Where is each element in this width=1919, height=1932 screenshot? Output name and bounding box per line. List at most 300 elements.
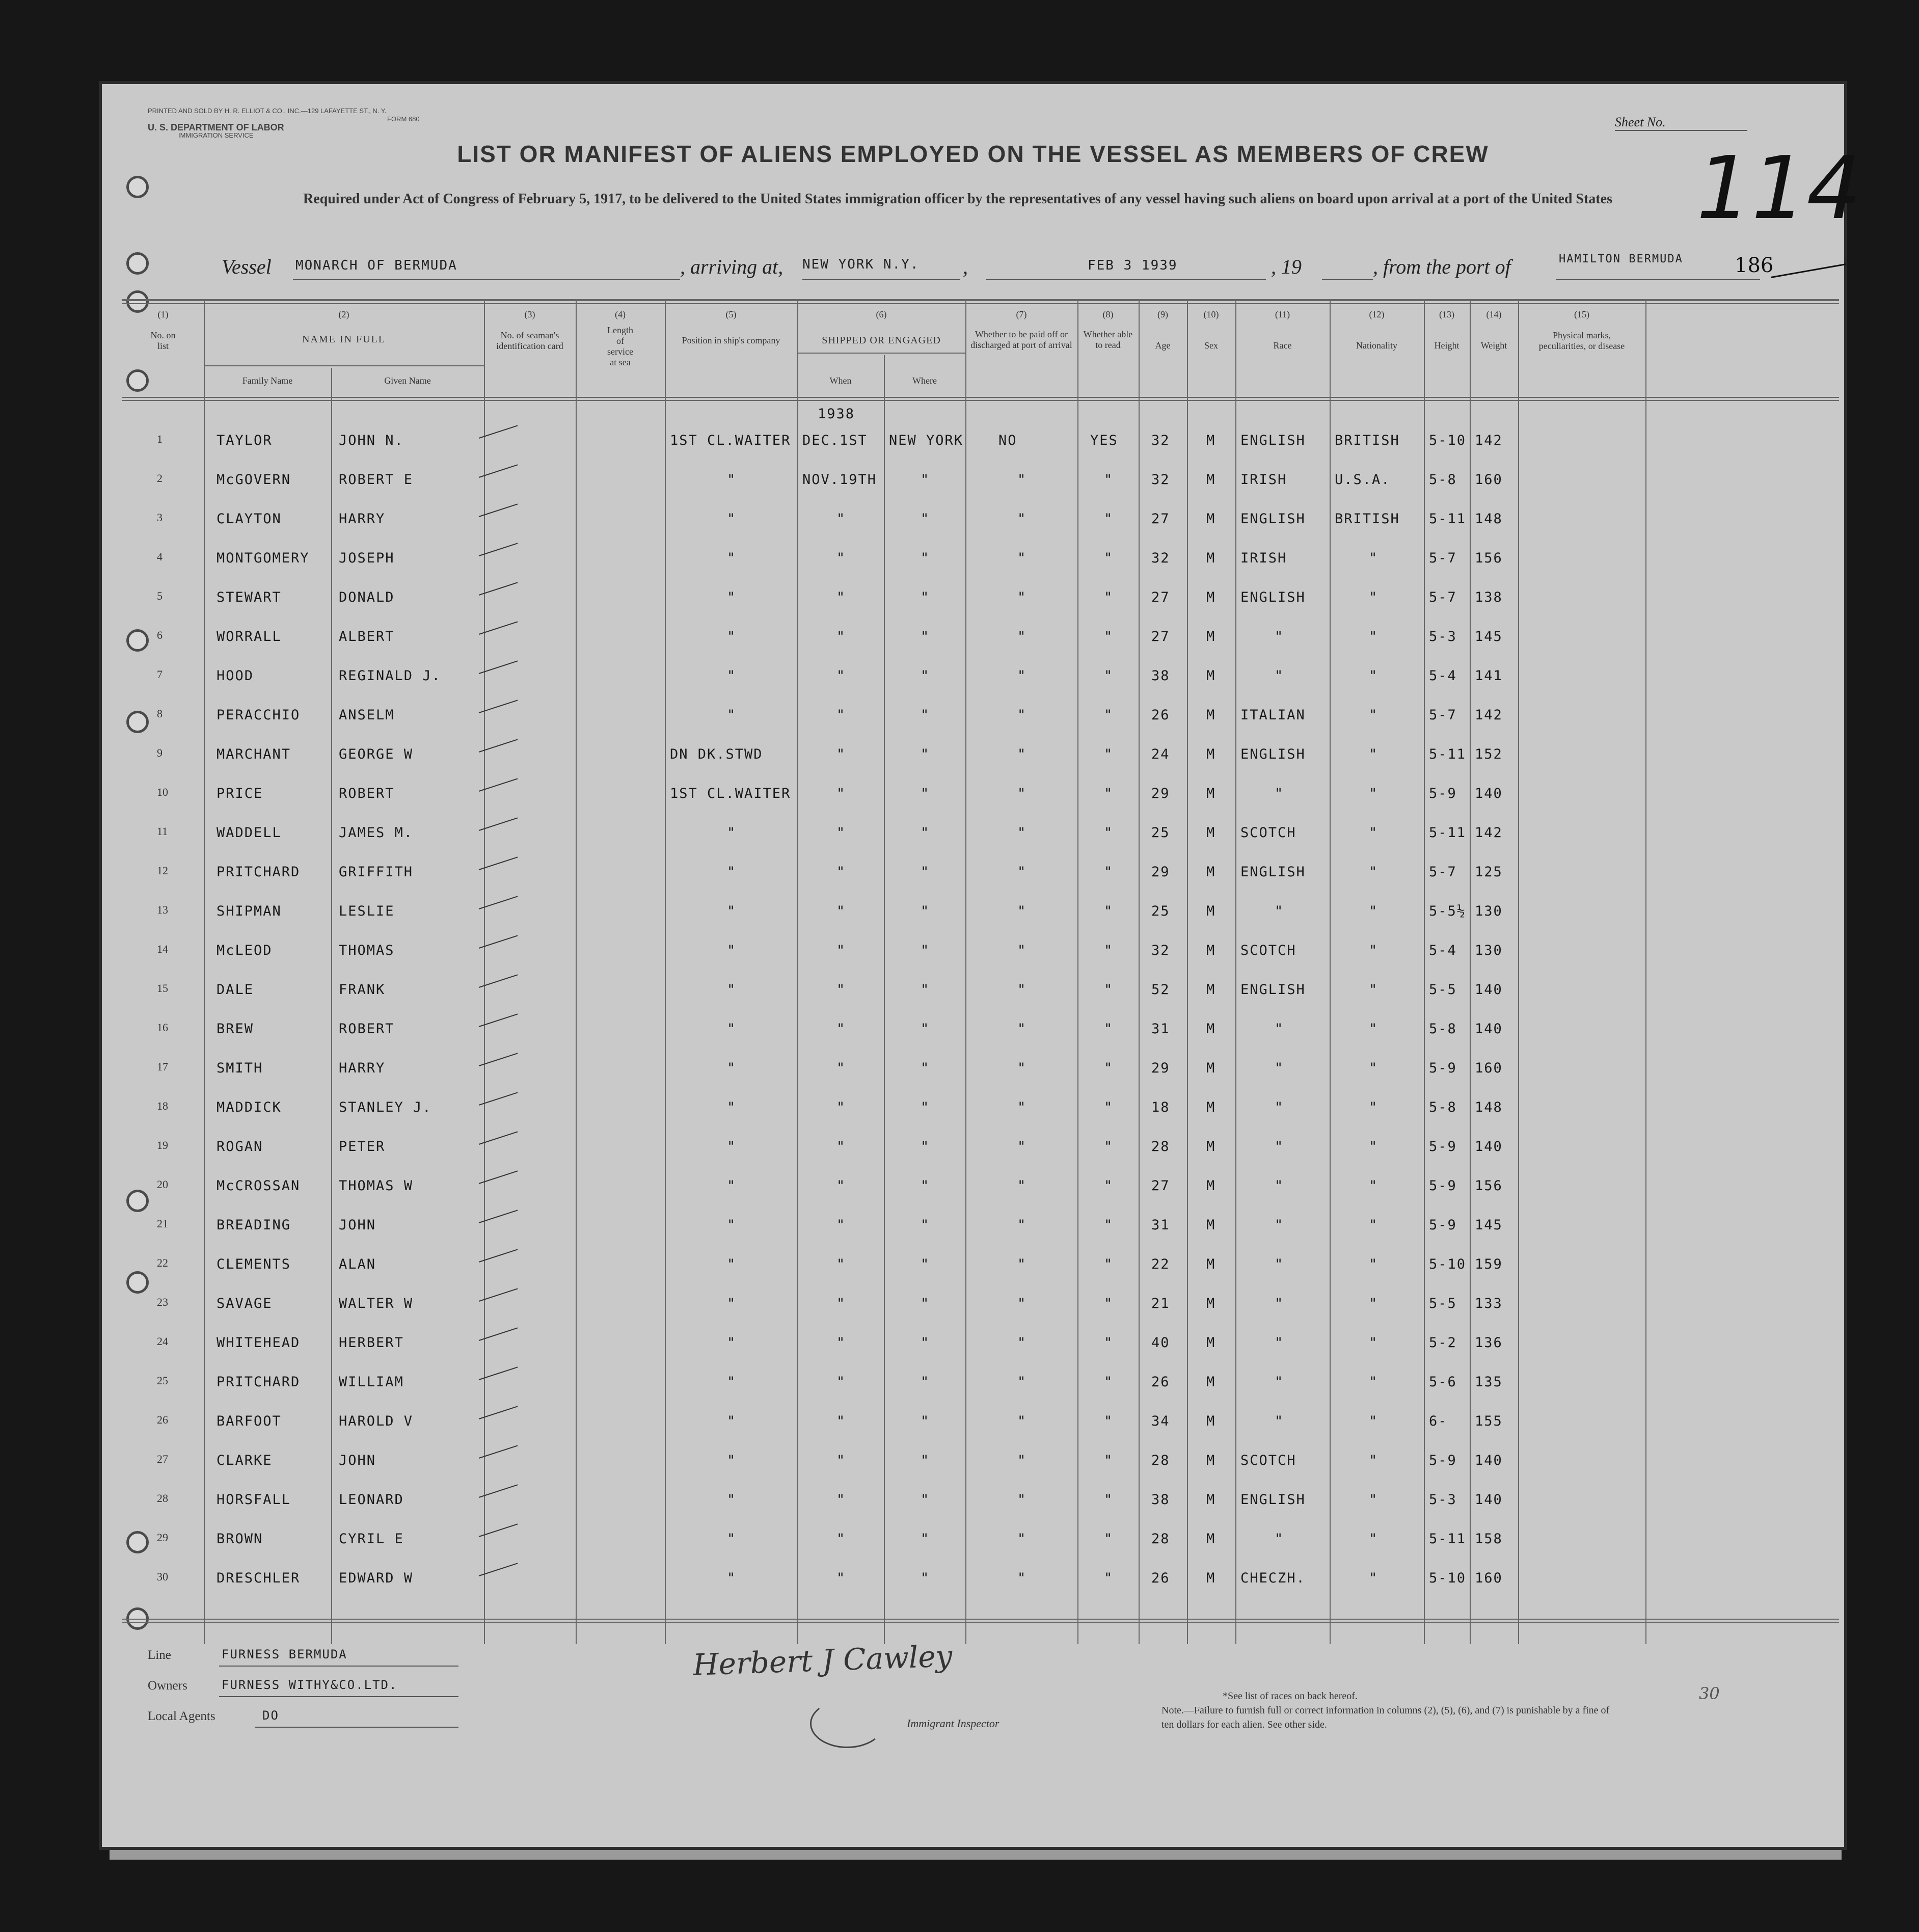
height: 5-9 <box>1429 1217 1457 1233</box>
departure-port: HAMILTON BERMUDA <box>1559 253 1683 265</box>
given-name: JOHN <box>339 1453 376 1468</box>
able-to-read: " <box>1104 511 1114 527</box>
col-label: Sex <box>1204 340 1218 351</box>
shipped-when: " <box>836 746 846 762</box>
shipped-where: " <box>921 1099 930 1115</box>
race: " <box>1275 1335 1284 1351</box>
able-to-read: " <box>1104 746 1114 762</box>
height: 5-4 <box>1429 943 1457 958</box>
line-label: Line <box>148 1648 171 1662</box>
vessel-number: 186 <box>1735 254 1774 277</box>
given-name: THOMAS <box>339 943 395 958</box>
able-to-read: " <box>1104 707 1114 723</box>
shipped-when: " <box>836 1335 846 1351</box>
weight: 136 <box>1475 1335 1503 1351</box>
height: 5-10 <box>1429 1570 1467 1586</box>
family-name: SAVAGE <box>217 1296 273 1311</box>
given-name: ROBERT E <box>339 472 414 488</box>
row-number: 21 <box>157 1217 168 1230</box>
race: IRISH <box>1240 472 1287 488</box>
nationality: " <box>1369 1139 1379 1155</box>
shipped-where: " <box>921 472 930 488</box>
row-number: 27 <box>157 1453 168 1465</box>
shipped-where: " <box>921 589 930 605</box>
family-name: MARCHANT <box>217 746 291 762</box>
arrival-port: NEW YORK N.Y. <box>802 257 920 272</box>
family-name: SMITH <box>217 1060 263 1076</box>
shipped-where: " <box>921 1492 930 1508</box>
year-label: , 19 <box>1271 255 1302 278</box>
position: " <box>727 1256 737 1272</box>
col-number: (10) <box>1203 309 1219 319</box>
age: 26 <box>1151 707 1170 723</box>
nationality: " <box>1369 903 1379 919</box>
row-number: 13 <box>157 903 168 916</box>
nationality: " <box>1369 1335 1379 1351</box>
paid-off: " <box>1017 1453 1027 1468</box>
given-name: DONALD <box>339 589 395 605</box>
nationality: " <box>1369 1492 1379 1508</box>
row-number: 14 <box>157 943 168 955</box>
given-name: ROBERT <box>339 786 395 801</box>
printer-imprint <box>148 107 420 140</box>
able-to-read: " <box>1104 629 1114 645</box>
paid-off: " <box>1017 825 1027 841</box>
shipped-where: " <box>921 1570 930 1586</box>
shipped-where: " <box>921 1296 930 1311</box>
paid-off: " <box>1017 1021 1027 1037</box>
weight: 125 <box>1475 864 1503 880</box>
race: " <box>1275 1178 1284 1194</box>
shipped-when: " <box>836 1099 846 1115</box>
height: 5-8 <box>1429 1099 1457 1115</box>
nationality: " <box>1369 864 1379 880</box>
age: 22 <box>1151 1256 1170 1272</box>
col-number: (8) <box>1102 309 1114 319</box>
owners-label: Owners <box>148 1679 187 1693</box>
given-name: HERBERT <box>339 1335 404 1351</box>
paid-off: " <box>1017 1531 1027 1547</box>
sex: M <box>1206 1335 1216 1351</box>
age: 26 <box>1151 1570 1170 1586</box>
service: IMMIGRATION SERVICE <box>178 131 254 139</box>
row-number: 20 <box>157 1178 168 1191</box>
weight: 145 <box>1475 629 1503 645</box>
sex: M <box>1206 707 1216 723</box>
race: " <box>1275 629 1284 645</box>
shipped-where: " <box>921 746 930 762</box>
age: 32 <box>1151 433 1170 448</box>
fine-note: Note.—Failure to furnish full or correct information in columns (2), (5), (6), and (7) is punishable by a fine of ten dollars for each alien. See other side. <box>1161 1705 1610 1730</box>
nationality: " <box>1369 589 1379 605</box>
row-number: 11 <box>157 825 168 838</box>
shipped-where: " <box>921 1335 930 1351</box>
shipped-where: " <box>921 629 930 645</box>
paid-off: " <box>1017 746 1027 762</box>
position: " <box>727 1531 737 1547</box>
nationality: " <box>1369 707 1379 723</box>
able-to-read: " <box>1104 1374 1114 1390</box>
sex: M <box>1206 1531 1216 1547</box>
inspector-signature: Herbert J Cawley <box>692 1639 953 1682</box>
shipped-where: " <box>921 1453 930 1468</box>
shipped-when: " <box>836 511 846 527</box>
col-paid-header <box>965 309 1077 351</box>
age: 52 <box>1151 982 1170 998</box>
paid-off: " <box>1017 511 1027 527</box>
shipped-when: " <box>836 1021 846 1037</box>
weight: 140 <box>1475 982 1503 998</box>
nationality: " <box>1369 1413 1379 1429</box>
sex: M <box>1206 1256 1216 1272</box>
paid-off: " <box>1017 472 1027 488</box>
height: 5-10 <box>1429 433 1467 448</box>
race: ENGLISH <box>1240 1492 1306 1508</box>
given-name: HARRY <box>339 511 386 527</box>
given-name: GRIFFITH <box>339 864 414 880</box>
nationality: " <box>1369 1060 1379 1076</box>
sex: M <box>1206 472 1216 488</box>
paid-off: " <box>1017 1217 1027 1233</box>
from-port-label: , from the port of <box>1373 255 1511 278</box>
family-name: ROGAN <box>217 1139 263 1155</box>
weight: 160 <box>1475 1060 1503 1076</box>
weight: 141 <box>1475 668 1503 684</box>
weight: 142 <box>1475 433 1503 448</box>
nationality: " <box>1369 1570 1379 1586</box>
height: 5-5½ <box>1429 903 1467 919</box>
comma: , <box>963 255 968 278</box>
family-name: PRITCHARD <box>217 1374 301 1390</box>
weight: 148 <box>1475 511 1503 527</box>
family-name: BARFOOT <box>217 1413 282 1429</box>
nationality: " <box>1369 1217 1379 1233</box>
weight: 130 <box>1475 943 1503 958</box>
col-name-header <box>204 309 484 345</box>
paid-off: " <box>1017 1492 1027 1508</box>
shipped-when: " <box>836 668 846 684</box>
line-value: FURNESS BERMUDA <box>222 1647 347 1661</box>
height: 5-5 <box>1429 982 1457 998</box>
shipped-where: " <box>921 1060 930 1076</box>
position: " <box>727 1296 737 1311</box>
nationality: " <box>1369 982 1379 998</box>
col-read-header <box>1077 309 1139 351</box>
family-name: HOOD <box>217 668 254 684</box>
able-to-read: " <box>1104 1021 1114 1037</box>
nationality: " <box>1369 746 1379 762</box>
height: 5-6 <box>1429 1374 1457 1390</box>
family-name: DALE <box>217 982 254 998</box>
position: " <box>727 472 737 488</box>
age: 27 <box>1151 589 1170 605</box>
shipped-when: " <box>836 1531 846 1547</box>
row-number: 24 <box>157 1335 168 1348</box>
position: " <box>727 1413 737 1429</box>
col-label: Age <box>1155 340 1171 351</box>
height: 5-9 <box>1429 1060 1457 1076</box>
paid-off: " <box>1017 943 1027 958</box>
col-label: Whether able to read <box>1083 329 1133 350</box>
nationality: " <box>1369 1531 1379 1547</box>
able-to-read: " <box>1104 1296 1114 1311</box>
shipped-when: " <box>836 825 846 841</box>
age: 32 <box>1151 550 1170 566</box>
inspector-label: Immigrant Inspector <box>907 1717 999 1730</box>
row-number: 16 <box>157 1021 168 1034</box>
position: " <box>727 864 737 880</box>
weight: 156 <box>1475 550 1503 566</box>
able-to-read: " <box>1104 903 1114 919</box>
position: " <box>727 1335 737 1351</box>
sex: M <box>1206 864 1216 880</box>
sex: M <box>1206 550 1216 566</box>
col-number: (5) <box>725 309 737 319</box>
paid-off: " <box>1017 629 1027 645</box>
shipped-where: " <box>921 825 930 841</box>
arriving-label: , arriving at, <box>680 255 783 278</box>
col-number: (15) <box>1574 309 1589 319</box>
col-label: Height <box>1434 340 1459 351</box>
race: " <box>1275 903 1284 919</box>
row-number: 8 <box>157 707 163 720</box>
sheet-number-field <box>1615 115 1747 131</box>
col-number: (14) <box>1486 309 1502 319</box>
able-to-read: " <box>1104 1099 1114 1115</box>
given-name: REGINALD J. <box>339 668 441 684</box>
able-to-read: " <box>1104 825 1114 841</box>
given-name: ROBERT <box>339 1021 395 1037</box>
shipped-where: NEW YORK <box>889 433 964 448</box>
race: SCOTCH <box>1240 943 1296 958</box>
shipped-when: DEC.1ST <box>802 433 868 448</box>
family-name: McCROSSAN <box>217 1178 301 1194</box>
row-number: 12 <box>157 864 168 877</box>
weight: 160 <box>1475 472 1503 488</box>
row-number: 2 <box>157 472 163 485</box>
family-name: MONTGOMERY <box>217 550 310 566</box>
sex: M <box>1206 1492 1216 1508</box>
age: 26 <box>1151 1374 1170 1390</box>
row-number: 26 <box>157 1413 168 1426</box>
shipped-where: " <box>921 1413 930 1429</box>
col-age-header <box>1139 309 1187 351</box>
age: 32 <box>1151 943 1170 958</box>
shipped-where: " <box>921 511 930 527</box>
age: 34 <box>1151 1413 1170 1429</box>
col-number: (4) <box>615 309 626 319</box>
family-name: DRESCHLER <box>217 1570 301 1586</box>
position: " <box>727 589 737 605</box>
department: U. S. DEPARTMENT OF LABOR <box>148 122 284 132</box>
sex: M <box>1206 433 1216 448</box>
sex: M <box>1206 1060 1216 1076</box>
race: SCOTCH <box>1240 825 1296 841</box>
family-name: PRICE <box>217 786 263 801</box>
race: IRISH <box>1240 550 1287 566</box>
race: " <box>1275 786 1284 801</box>
height: 5-10 <box>1429 1256 1467 1272</box>
age: 27 <box>1151 511 1170 527</box>
nationality: " <box>1369 1374 1379 1390</box>
races-note: *See list of races on back hereof. <box>1223 1691 1358 1702</box>
col-label: No. of seaman's identification card <box>496 330 563 351</box>
punch-hole <box>126 252 149 275</box>
family-name: PRITCHARD <box>217 864 301 880</box>
row-number: 6 <box>157 629 163 641</box>
col-service-header <box>576 309 665 368</box>
able-to-read: " <box>1104 1060 1114 1076</box>
col-label: Whether to be paid off or discharged at port of arrival <box>970 329 1072 350</box>
vessel-label: Vessel <box>222 255 272 278</box>
row-number: 9 <box>157 746 163 759</box>
height: 5-7 <box>1429 550 1457 566</box>
shipped-where: " <box>921 1531 930 1547</box>
sex: M <box>1206 1570 1216 1586</box>
col-given-name-header: Given Name <box>384 375 431 386</box>
able-to-read: " <box>1104 589 1114 605</box>
family-name: TAYLOR <box>217 433 273 448</box>
shipped-where: " <box>921 903 930 919</box>
race: " <box>1275 1139 1284 1155</box>
family-name: McLEOD <box>217 943 273 958</box>
family-name: HORSFALL <box>217 1492 291 1508</box>
col-shipped-header <box>797 309 965 346</box>
shipped-where: " <box>921 707 930 723</box>
arrival-date: FEB 3 1939 <box>1088 258 1178 273</box>
shipped-where: " <box>921 1139 930 1155</box>
manifest-sheet <box>102 84 1862 1847</box>
paid-off: " <box>1017 1178 1027 1194</box>
height: 6- <box>1429 1413 1448 1429</box>
weight: 159 <box>1475 1256 1503 1272</box>
family-name: STEWART <box>217 589 282 605</box>
age: 40 <box>1151 1335 1170 1351</box>
given-name: JOHN <box>339 1217 376 1233</box>
paid-off: " <box>1017 786 1027 801</box>
nationality: " <box>1369 825 1379 841</box>
given-name: ALAN <box>339 1256 376 1272</box>
given-name: JAMES M. <box>339 825 414 841</box>
col-number: (9) <box>1157 309 1168 319</box>
row-number: 7 <box>157 668 163 681</box>
family-name: CLEMENTS <box>217 1256 291 1272</box>
shipped-where: " <box>921 668 930 684</box>
weight: 160 <box>1475 1570 1503 1586</box>
position: " <box>727 629 737 645</box>
family-name: WHITEHEAD <box>217 1335 301 1351</box>
race: ITALIAN <box>1240 707 1306 723</box>
able-to-read: " <box>1104 864 1114 880</box>
given-name: JOSEPH <box>339 550 395 566</box>
shipped-where: " <box>921 786 930 801</box>
weight: 140 <box>1475 786 1503 801</box>
col-label: Race <box>1273 340 1292 351</box>
shipped-when: " <box>836 1256 846 1272</box>
height: 5-7 <box>1429 707 1457 723</box>
shipped-when: " <box>836 589 846 605</box>
given-name: PETER <box>339 1139 386 1155</box>
sheet-number-label: Sheet No. <box>1615 115 1666 129</box>
sex: M <box>1206 982 1216 998</box>
height: 5-3 <box>1429 629 1457 645</box>
shipped-when: " <box>836 1453 846 1468</box>
able-to-read: " <box>1104 1256 1114 1272</box>
sex: M <box>1206 1099 1216 1115</box>
able-to-read: " <box>1104 943 1114 958</box>
race: ENGLISH <box>1240 982 1306 998</box>
paid-off: " <box>1017 864 1027 880</box>
sex: M <box>1206 1296 1216 1311</box>
col-label: SHIPPED OR ENGAGED <box>822 335 941 346</box>
age: 21 <box>1151 1296 1170 1311</box>
col-label: Weight <box>1480 340 1507 351</box>
race: ENGLISH <box>1240 511 1306 527</box>
weight: 152 <box>1475 746 1503 762</box>
nationality: U.S.A. <box>1335 472 1391 488</box>
position: " <box>727 511 737 527</box>
agents-value: DO <box>262 1708 279 1723</box>
col-number: (12) <box>1369 309 1385 319</box>
col-position-header <box>665 309 797 346</box>
position: " <box>727 943 737 958</box>
sex: M <box>1206 1453 1216 1468</box>
signature-flourish <box>810 1699 884 1748</box>
shipped-when: " <box>836 903 846 919</box>
paid-off: " <box>1017 1570 1027 1586</box>
sex: M <box>1206 1139 1216 1155</box>
age: 28 <box>1151 1453 1170 1468</box>
weight: 156 <box>1475 1178 1503 1194</box>
col-no-header <box>122 309 204 352</box>
race: " <box>1275 668 1284 684</box>
shipped-where: " <box>921 550 930 566</box>
weight: 158 <box>1475 1531 1503 1547</box>
col-label: NAME IN FULL <box>302 334 386 345</box>
shipped-when: " <box>836 943 846 958</box>
form-number: FORM 680 <box>387 115 420 123</box>
sex: M <box>1206 903 1216 919</box>
shipped-when: " <box>836 786 846 801</box>
race: " <box>1275 1099 1284 1115</box>
owners-value: FURNESS WITHY&CO.LTD. <box>222 1678 398 1692</box>
col-nationality-header <box>1330 309 1424 351</box>
given-name: HARRY <box>339 1060 386 1076</box>
given-name: ALBERT <box>339 629 395 645</box>
page-title: LIST OR MANIFEST OF ALIENS EMPLOYED ON THE VESSEL AS MEMBERS OF CREW <box>457 141 1489 167</box>
weight: 142 <box>1475 707 1503 723</box>
vessel-line <box>222 255 1801 290</box>
col-sex-header <box>1187 309 1235 351</box>
family-name: SHIPMAN <box>217 903 282 919</box>
paid-off: " <box>1017 1256 1027 1272</box>
age: 25 <box>1151 825 1170 841</box>
able-to-read: " <box>1104 1217 1114 1233</box>
family-name: WORRALL <box>217 629 282 645</box>
nationality: BRITISH <box>1335 433 1400 448</box>
age: 29 <box>1151 1060 1170 1076</box>
col-number: (3) <box>524 309 535 319</box>
col-marks-header <box>1518 309 1645 352</box>
shipped-where: " <box>921 943 930 958</box>
able-to-read: " <box>1104 1178 1114 1194</box>
position: " <box>727 1021 737 1037</box>
row-number: 25 <box>157 1374 168 1387</box>
paid-off: " <box>1017 1413 1027 1429</box>
paid-off: " <box>1017 982 1027 998</box>
family-name: WADDELL <box>217 825 282 841</box>
shipped-when: " <box>836 1413 846 1429</box>
